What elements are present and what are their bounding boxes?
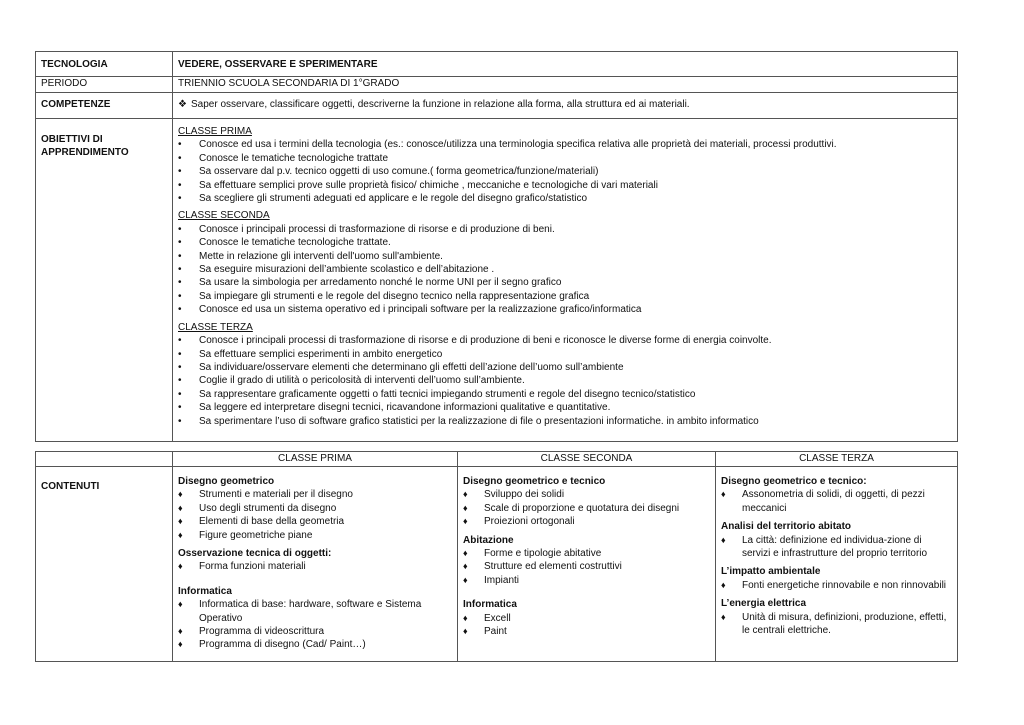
section-title: CLASSE SECONDA — [178, 210, 270, 222]
label-obiettivi: OBIETTIVI DI APPRENDIMENTO — [36, 119, 173, 442]
content-text: Unità di misura, definizioni, produzione, effetti, le centrali elettriche. — [742, 611, 947, 637]
obiettivi-list — [173, 119, 958, 442]
group-title: Informatica — [463, 599, 517, 611]
label-competenze: COMPETENZE — [36, 93, 173, 119]
objective-text: Sa rappresentare graficamente oggetti o fatti tecnici impiegando strumenti e regole del disegno tecnico/statistico — [199, 388, 696, 400]
diamond-bullet-icon: ♦ — [721, 579, 726, 590]
objective-item — [178, 348, 952, 361]
objective-item — [178, 361, 952, 374]
bullet-dot-icon: • — [178, 223, 182, 235]
content-text: Strutture ed elementi costruttivi — [484, 561, 622, 573]
diamond-bullet-icon: ♦ — [721, 534, 726, 545]
content-text: Fonti energetiche rinnovabile e non rinnovabili — [742, 579, 947, 591]
competenze-value — [173, 93, 958, 119]
objective-text: Sa usare la simbologia per arredamento nonché le norme UNI per il segno grafico — [199, 277, 562, 289]
bullet-dot-icon: • — [178, 264, 182, 276]
content-text: Strumenti e materiali per il disegno — [199, 489, 353, 501]
objective-item — [178, 165, 952, 178]
content-item — [463, 560, 710, 573]
group-title: Disegno geometrico e tecnico — [463, 476, 606, 487]
contenuti-prima — [173, 467, 458, 662]
content-text: Informatica di base: hardware, software e Sistema Operativo — [199, 599, 422, 624]
objective-item — [178, 223, 952, 236]
row-obiettivi — [36, 119, 958, 442]
content-text: Scale di proporzione e quotatura dei disegni — [484, 502, 680, 514]
content-item — [463, 515, 710, 528]
periodo-value: TRIENNIO SCUOLA SECONDARIA DI 1°GRADO — [173, 77, 958, 93]
row-tecnologia — [36, 52, 958, 77]
bullet-dot-icon: • — [178, 290, 182, 302]
objective-text: Conosce le tematiche tecnologiche trattate. — [199, 237, 391, 249]
diamond-bullet-icon: ♦ — [463, 489, 468, 500]
diamond-bullet-icon: ♦ — [463, 516, 468, 527]
bullet-dot-icon: • — [178, 179, 182, 191]
diamond-bullet-icon: ♦ — [721, 611, 726, 622]
objective-item — [178, 250, 952, 263]
group-title: L’impatto ambientale — [721, 566, 821, 578]
content-item — [178, 560, 452, 573]
bullet-dot-icon: • — [178, 237, 182, 249]
objective-text: Conosce i principali processi di trasformazione di risorse e di produzione di beni. — [199, 223, 555, 235]
content-item — [463, 625, 710, 638]
group-title: Disegno geometrico — [178, 476, 275, 487]
diamond-bullet-icon: ♦ — [463, 626, 468, 637]
four-diamond-bullet-icon: ❖ — [178, 99, 187, 110]
obiettivi-section — [178, 209, 952, 316]
page-title: VEDERE, OSSERVARE E SPERIMENTARE — [173, 52, 958, 77]
bullet-dot-icon: • — [178, 152, 182, 164]
col-header-seconda: CLASSE SECONDA — [458, 452, 716, 467]
bullet-dot-icon: • — [178, 304, 182, 316]
objective-text: Sa sperimentare l’uso di software grafico statistici per la realizzazione di file o presentazioni informatiche. in ambito informatico — [199, 415, 759, 427]
objective-text: Sa effettuare semplici prove sulle proprietà fisico/ chimiche , meccaniche e tecnologiche di vari materiali — [199, 179, 658, 191]
bullet-dot-icon: • — [178, 166, 182, 178]
diamond-bullet-icon: ♦ — [463, 502, 468, 513]
content-text: Forma funzioni materiali — [199, 561, 306, 573]
diamond-bullet-icon: ♦ — [178, 502, 183, 513]
content-text: Paint — [484, 626, 507, 638]
group-list — [721, 611, 952, 638]
bullet-dot-icon: • — [178, 415, 182, 427]
group-title: Informatica — [178, 585, 232, 597]
group-list — [721, 488, 952, 515]
obiettivi-section — [178, 321, 952, 428]
group-list — [463, 547, 710, 587]
content-text: Proiezioni ortogonali — [484, 516, 575, 528]
content-item — [178, 502, 452, 515]
bullet-dot-icon: • — [178, 361, 182, 373]
objective-text: Conosce ed usa un sistema operativo ed i principali software per la realizzazione grafico/informatica — [199, 304, 642, 316]
content-text: Elementi di base della geometria — [199, 516, 345, 528]
content-item — [178, 638, 452, 651]
objective-item — [178, 401, 952, 414]
objective-list — [178, 334, 952, 428]
diamond-bullet-icon: ♦ — [178, 599, 183, 610]
objective-item — [178, 152, 952, 165]
row-competenze — [36, 93, 958, 119]
content-item — [721, 534, 952, 561]
bullet-dot-icon: • — [178, 388, 182, 400]
diamond-bullet-icon: ♦ — [463, 561, 468, 572]
group-list — [178, 598, 452, 652]
group-title: L’energia elettrica — [721, 598, 807, 610]
content-item — [721, 579, 952, 592]
contenuti-row — [36, 467, 958, 662]
content-item — [463, 502, 710, 515]
bullet-dot-icon: • — [178, 375, 182, 387]
objective-text: Sa leggere ed interpretare disegni tecnici, ricavandone informazioni qualitative e quantitative. — [199, 402, 611, 414]
content-text: Sviluppo dei solidi — [484, 489, 565, 501]
content-item — [721, 611, 952, 638]
objective-text: Sa eseguire misurazioni dell’ambiente scolastico e dell’abitazione . — [199, 264, 495, 276]
objective-item — [178, 290, 952, 303]
objective-text: Sa individuare/osservare elementi che determinano gli effetti dell’azione dell’uomo sull’ambiente — [199, 361, 624, 373]
content-item — [463, 612, 710, 625]
objective-text: Sa scegliere gli strumenti adeguati ed applicare e le regole del disegno grafico/statistico — [199, 193, 588, 205]
group-title: Osservazione tecnica di oggetti: — [178, 548, 332, 560]
label-tecnologia: TECNOLOGIA — [36, 52, 173, 77]
objective-text: Coglie il grado di utilità o pericolosità di interventi dell’uomo sull’ambiente. — [199, 375, 525, 387]
diamond-bullet-icon: ♦ — [178, 639, 183, 650]
diamond-bullet-icon: ♦ — [463, 612, 468, 623]
bullet-dot-icon: • — [178, 193, 182, 205]
content-text: Assonometria di solidi, di oggetti, di pezzi meccanici — [742, 489, 925, 514]
content-text: Programma di videoscrittura — [199, 626, 325, 638]
empty-header-cell — [36, 452, 173, 467]
group-title: Abitazione — [463, 534, 514, 546]
objective-text: Sa impiegare gli strumenti e le regole del disegno tecnico nella rappresentazione grafica — [199, 290, 590, 302]
content-text: La città: definizione ed individua-zione di servizi e infrastrutture del proprio territorio — [742, 534, 928, 560]
contenuti-table — [35, 451, 958, 662]
objective-item — [178, 192, 952, 205]
label-periodo: PERIODO — [36, 77, 173, 93]
diamond-bullet-icon: ♦ — [178, 489, 183, 500]
objective-text: Conosce ed usa i termini della tecnologia (es.: conosce/utilizza una terminologia specifica relativa alle proprietà dei materiali, processi produttivi. — [199, 139, 837, 151]
content-text: Programma di disegno (Cad/ Paint…) — [199, 639, 366, 651]
label-contenuti: CONTENUTI — [36, 467, 173, 662]
group-list — [721, 534, 952, 561]
content-item — [178, 625, 452, 638]
content-item — [721, 488, 952, 515]
contenuti-terza — [716, 467, 958, 662]
content-text: Uso degli strumenti da disegno — [199, 502, 337, 514]
group-title: Disegno geometrico e tecnico: — [721, 476, 867, 487]
bullet-dot-icon: • — [178, 335, 182, 347]
diamond-bullet-icon: ♦ — [463, 548, 468, 559]
diamond-bullet-icon: ♦ — [178, 561, 183, 572]
content-text: Impianti — [484, 574, 520, 586]
objective-list — [178, 138, 952, 205]
diamond-bullet-icon: ♦ — [178, 516, 183, 527]
contenuti-header-row — [36, 452, 958, 467]
objective-item — [178, 276, 952, 289]
section-title: CLASSE TERZA — [178, 321, 253, 333]
content-item — [463, 547, 710, 560]
bullet-dot-icon: • — [178, 402, 182, 414]
bullet-dot-icon: • — [178, 250, 182, 262]
group-list — [463, 612, 710, 639]
contenuti-seconda — [458, 467, 716, 662]
content-item — [178, 515, 452, 528]
diamond-bullet-icon: ♦ — [463, 574, 468, 585]
objective-item — [178, 334, 952, 347]
diamond-bullet-icon: ♦ — [721, 489, 726, 500]
objective-text: Mette in relazione gli interventi dell'uomo sull'ambiente. — [199, 250, 443, 262]
objective-text: Sa osservare dal p.v. tecnico oggetti di uso comune.( forma geometrica/funzione/materiali) — [199, 166, 599, 178]
diamond-bullet-icon: ♦ — [178, 529, 183, 540]
content-item — [178, 598, 452, 625]
content-item — [178, 488, 452, 501]
content-item — [178, 529, 452, 542]
competenze-text: Saper osservare, classificare oggetti, descriverne la funzione in relazione alla forma, alla struttura ed ai materiali. — [191, 99, 690, 110]
content-item — [463, 488, 710, 501]
content-text: Excell — [484, 612, 511, 624]
curriculum-table — [35, 51, 958, 442]
objective-item — [178, 179, 952, 192]
group-list — [463, 488, 710, 528]
bullet-dot-icon: • — [178, 277, 182, 289]
content-item — [463, 574, 710, 587]
objective-list — [178, 223, 952, 317]
objective-item — [178, 236, 952, 249]
objective-item — [178, 138, 952, 151]
group-list — [721, 579, 952, 592]
objective-item — [178, 303, 952, 316]
col-header-prima: CLASSE PRIMA — [173, 452, 458, 467]
objective-item — [178, 388, 952, 401]
content-text: Forme e tipologie abitative — [484, 548, 602, 560]
objective-item — [178, 374, 952, 387]
group-title: Analisi del territorio abitato — [721, 521, 852, 533]
group-list — [178, 560, 452, 573]
col-header-terza: CLASSE TERZA — [716, 452, 958, 467]
bullet-dot-icon: • — [178, 139, 182, 151]
objective-text: Sa effettuare semplici esperimenti in ambito energetico — [199, 348, 443, 360]
obiettivi-section — [178, 125, 952, 205]
group-list — [178, 488, 452, 542]
row-periodo — [36, 77, 958, 93]
content-text: Figure geometriche piane — [199, 529, 313, 541]
objective-item — [178, 263, 952, 276]
diamond-bullet-icon: ♦ — [178, 626, 183, 637]
objective-text: Conosce le tematiche tecnologiche trattate — [199, 152, 388, 164]
objective-text: Conosce i principali processi di trasformazione di risorse e di produzione di beni e riconosce le diverse forme di energia coinvolte. — [199, 335, 772, 347]
objective-item — [178, 415, 952, 428]
section-title: CLASSE PRIMA — [178, 126, 252, 137]
bullet-dot-icon: • — [178, 348, 182, 360]
